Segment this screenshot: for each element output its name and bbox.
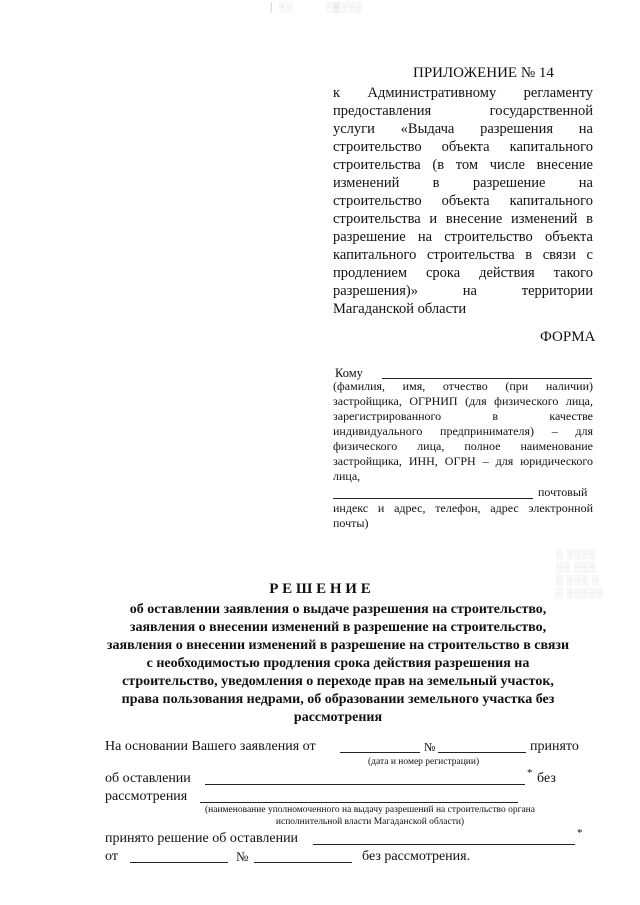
recipient-postal-line — [333, 498, 533, 499]
consideration-text: рассмотрения — [105, 789, 188, 804]
decision-line: рассмотрения — [293, 710, 383, 725]
appendix-line: разрешения)» на территории — [333, 283, 593, 299]
recipient-hint-line: почты) — [333, 516, 369, 530]
appendix-title: ПРИЛОЖЕНИЕ № 14 — [413, 65, 554, 81]
appendix-line: услуги «Выдача разрешения на — [333, 121, 593, 137]
decision-made-text: принято решение об оставлении — [105, 831, 299, 846]
recipient-hint-line: застройщика, ОГРНИП (для физического лица, — [333, 394, 593, 408]
footnote-star: * — [527, 767, 533, 779]
recipient-postal-label: почтовый — [538, 485, 588, 499]
no-consideration-text: без рассмотрения. — [362, 849, 471, 864]
scan-artifact-right: ░ ░░░░ ░░ ░░░ ░ ░░░ ░ ░ ░░░░░ — [556, 549, 604, 598]
appendix-line: изменений в разрешение на — [333, 175, 593, 191]
from-text: от — [105, 849, 118, 864]
appendix-line: к Административному регламенту — [333, 85, 593, 101]
appendix-line: строительства (в том числе внесение — [333, 157, 593, 173]
decision-heading: Р Е Ш Е Н И Е — [269, 581, 371, 597]
decision-line: строительство, уведомления о переходе прав на земельный участок, — [122, 674, 554, 689]
form-label: ФОРМА — [540, 329, 596, 345]
org-hint-1: (наименование уполномоченного на выдачу разрешений на строительство органа — [205, 805, 535, 815]
scan-artifact-top: │ ░░ ░▒░░░ — [268, 2, 363, 12]
recipient-hint-line: застройщика, ИНН, ОГРН – для юридического — [333, 454, 593, 468]
application-number-field[interactable] — [438, 752, 526, 753]
authority-name-field[interactable] — [205, 784, 525, 785]
application-date-field[interactable] — [340, 752, 420, 753]
appendix-line: продлением срока действия такого — [333, 265, 593, 281]
appendix-line: разрешение на строительство объекта — [333, 229, 593, 245]
footnote-star: * — [577, 827, 583, 839]
decision-line: права пользования недрами, об образовании земельного участка без — [121, 692, 555, 707]
recipient-komu: Кому — [335, 366, 363, 380]
without-text: без — [537, 771, 556, 786]
decision-line: заявления о внесении изменений в разрешение на строительство в связи — [106, 638, 570, 653]
appendix-line: строительства и внесение изменений в — [333, 211, 593, 227]
appendix-line: Магаданской области — [333, 301, 467, 317]
decision-date-field[interactable] — [130, 862, 228, 863]
appendix-line: строительство объекта капитального — [333, 139, 593, 155]
decision-number-field[interactable] — [254, 862, 352, 863]
accepted-text: принято — [530, 739, 579, 754]
recipient-hint-line: физического лица, полное наименование — [333, 439, 593, 453]
number-sign: № — [236, 849, 249, 864]
recipient-hint-line: (фамилия, имя, отчество (при наличии) — [333, 379, 593, 393]
appendix-line: предоставления государственной — [333, 103, 593, 119]
appendix-line: капитального строительства в связи с — [333, 247, 593, 263]
decision-subject-field[interactable] — [313, 844, 575, 845]
org-hint-2: исполнительной власти Магаданской области) — [275, 817, 465, 827]
recipient-hint-line: зарегистрированного в качестве — [333, 409, 593, 423]
basis-text: На основании Вашего заявления от — [105, 739, 316, 754]
decision-line: об оставлении заявления о выдаче разрешения на строительство, — [129, 602, 547, 617]
recipient-hint-line: индивидуального предпринимателя) – для — [333, 424, 593, 438]
recipient-hint-line: лица, — [333, 469, 361, 483]
recipient-hint-line: индекс и адрес, телефон, адрес электронной — [333, 501, 593, 515]
date-hint: (дата и номер регистрации) — [368, 757, 480, 767]
decision-line: с необходимостью продления срока действия разрешения на — [146, 656, 530, 671]
leaving-text: об оставлении — [105, 771, 191, 786]
decision-line: заявления о внесении изменений в разрешение на строительство, — [129, 620, 547, 635]
appendix-line: строительство объекта капитального — [333, 193, 593, 209]
consideration-field[interactable] — [200, 802, 518, 803]
number-sign: № — [424, 740, 436, 754]
